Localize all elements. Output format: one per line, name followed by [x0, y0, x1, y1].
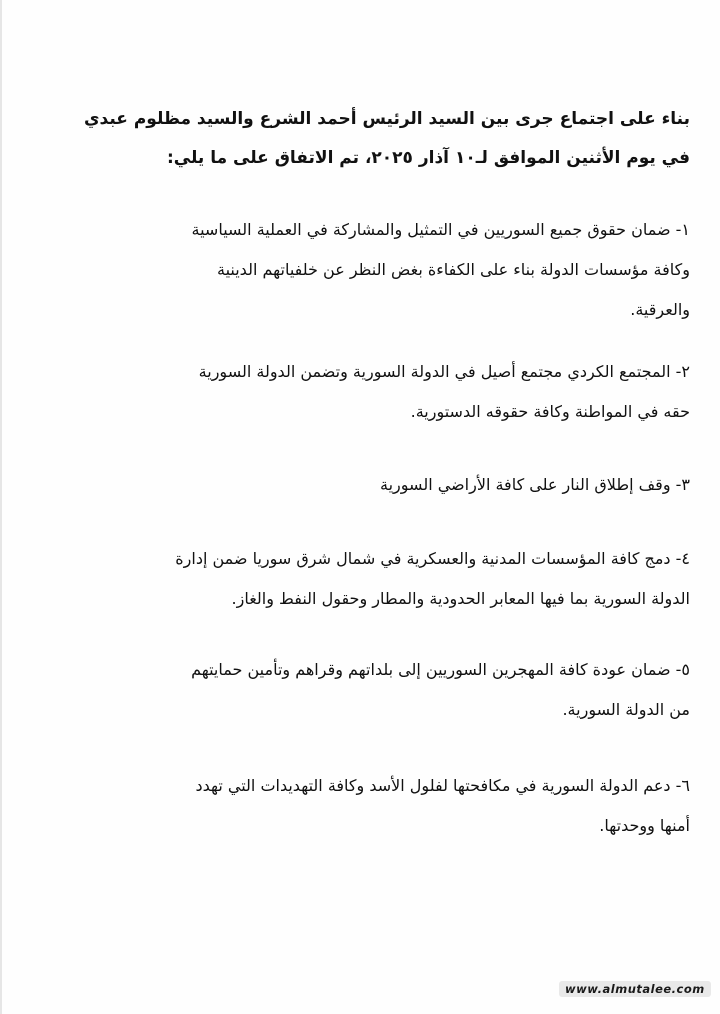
- intro-line: بناء على اجتماع جرى بين السيد الرئيس أحمد الشرع والسيد مظلوم عبدي: [83, 109, 690, 129]
- clause-line: ٣- وقف إطلاق النار على كافة الأراضي السورية: [380, 475, 690, 494]
- clause-line: ٢- المجتمع الكردي مجتمع أصيل في الدولة السورية وتضمن الدولة السورية: [198, 362, 690, 381]
- clause-line: ١- ضمان حقوق جميع السوريين في التمثيل والمشاركة في العملية السياسية: [191, 220, 690, 239]
- clause-line: والعرقية.: [630, 300, 690, 319]
- clause-line: وكافة مؤسسات الدولة بناء على الكفاءة بغض النظر عن خلفياتهم الدينية: [216, 260, 690, 279]
- clause-line: ٦- دعم الدولة السورية في مكافحتها لفلول الأسد وكافة التهديدات التي تهدد: [195, 776, 690, 795]
- clause-line: من الدولة السورية.: [562, 700, 690, 719]
- clause-line: ٥- ضمان عودة كافة المهجرين السوريين إلى بلداتهم وقراهم وتأمين حمايتهم: [191, 660, 690, 679]
- clause-5: [70, 650, 690, 730]
- clause-6: [70, 766, 690, 846]
- clause-line: أمنها ووحدتها.: [599, 816, 690, 835]
- intro-paragraph: [70, 100, 690, 178]
- clause-line: حقه في المواطنة وكافة حقوقه الدستورية.: [410, 402, 690, 421]
- clause-line: ٤- دمج كافة المؤسسات المدنية والعسكرية في شمال شرق سوريا ضمن إدارة: [175, 549, 690, 568]
- website-watermark: www.almutalee.com: [559, 981, 711, 997]
- clause-2: [70, 352, 690, 432]
- clause-4: [70, 539, 690, 619]
- clause-3: [70, 465, 690, 505]
- clause-1: [70, 210, 690, 330]
- intro-line: في يوم الأثنين الموافق لـ١٠ آذار ٢٠٢٥، تم الاتفاق على ما يلي:: [166, 148, 690, 168]
- clause-line: الدولة السورية بما فيها المعابر الحدودية والمطار وحقول النفط والغاز.: [231, 589, 690, 608]
